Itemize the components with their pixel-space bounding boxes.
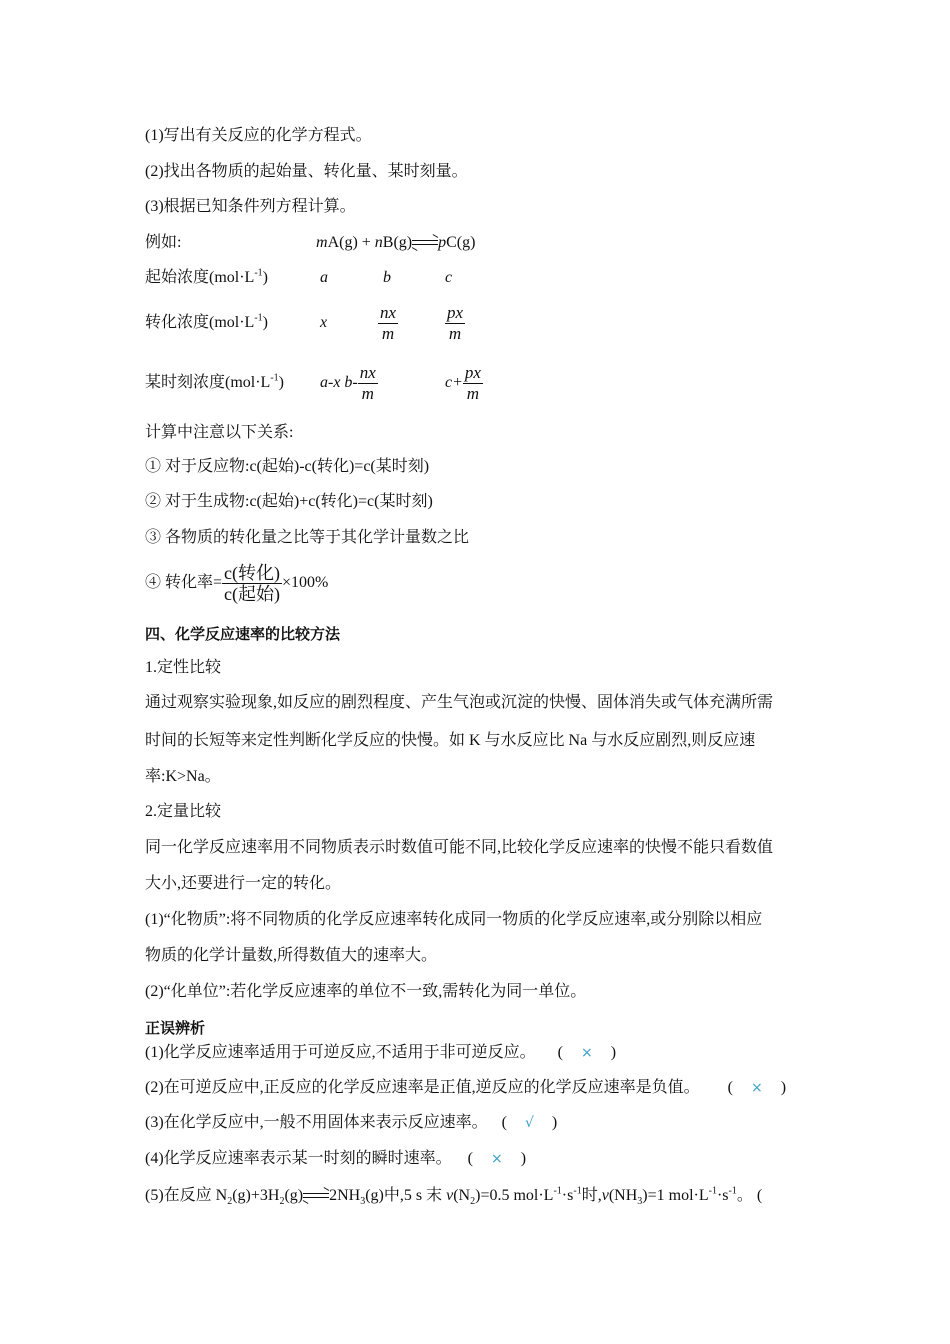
equilibrium-arrow-icon [412,238,438,248]
step-2: (2)找出各物质的起始量、转化量、某时刻量。 [145,163,468,180]
example-label: 例如: [145,234,182,251]
paragraph-unit: (2)“化单位”:若化学反应速率的单位不一致,需转化为同一单位。 [145,983,587,1000]
converted-x: x [320,314,328,331]
subheading-qualitative: 1.定性比较 [145,659,222,676]
converted-c-fraction: $\frac{px}{m}$ [447,303,464,343]
step-3: (3)根据已知条件列方程计算。 [145,198,356,215]
equilibrium-arrow-icon [303,1191,329,1201]
paragraph-substance-2: 物质的化学计量数,所得数值大的速率大。 [145,947,438,964]
cross-mark-icon: × [581,1045,593,1061]
coef-n: n [374,234,383,251]
paragraph-substance-1: (1)“化物质”:将不同物质的化学反应速率转化成同一物质的化学反应速率,或分别除以相应 [145,911,763,928]
subheading-quantitative: 2.定量比较 [145,803,222,820]
step-1: (1)写出有关反应的化学方程式。 [145,127,372,144]
row-moment-label: 某时刻浓度$(mol\cdot L^{-1})$ [145,372,284,391]
relation-4: ④ 转化率= $\frac{\text{c(转化)}}{\text{c(起始)}}$ ×100% [145,563,329,604]
example-reaction [316,233,475,253]
check-mark-icon: √ [525,1115,534,1131]
initial-c: c [445,269,453,286]
reactant-b: B(g) [382,234,413,251]
notes-title: 计算中注意以下关系: [145,424,294,441]
paragraph-quantitative-2: 大小,还要进行一定的转化。 [145,875,342,892]
judge-item-3: (3)在化学反应中,一般不用固体来表示反应速率。 ( √ ) [145,1114,558,1131]
judge-item-1: (1)化学反应速率适用于可逆反应,不适用于非可逆反应。 ( × ) [145,1044,617,1061]
initial-b: b [383,269,391,286]
section-heading: 四、化学反应速率的比较方法 [145,625,341,643]
row-initial-label: 起始浓度$(mol\cdot L^{-1})$ [145,267,268,286]
coef-p: p [438,234,447,251]
judge-item-4: (4)化学反应速率表示某一时刻的瞬时速率。 ( × ) [145,1150,527,1167]
reactant-a: A(g) + [327,234,375,251]
relation-3: ③ 各物质的转化量之比等于其化学计量数之比 [145,529,470,546]
moment-ab: a-x b- $\frac{nx}{m}$ [320,363,376,403]
judge-heading: 正误辨析 [145,1019,206,1037]
relation-1: ① 对于反应物:c(起始)-c(转化)=c(某时刻) [145,458,430,475]
judge-item-2: (2)在可逆反应中,正反应的化学反应速率是正值,逆反应的化学反应速率是负值。 ( × ) [145,1079,787,1096]
moment-c: c+ $\frac{px}{m}$ [445,363,481,403]
cross-mark-icon: × [491,1151,503,1167]
paragraph-qualitative-2: 时间的长短等来定性判断化学反应的快慢。如 K 与水反应比 Na 与水反应剧烈,则反应速 [145,732,756,749]
cross-mark-icon: × [751,1080,763,1096]
paragraph-quantitative-1: 同一化学反应速率用不同物质表示时数值可能不同,比较化学反应速率的快慢不能只看数值 [145,839,774,856]
coef-m: m [316,234,328,251]
judge-item-5: (5)在反应 $N_2(g)+3H_2(g)$ $2NH_3(g)$中,5 s 末 $v(N_2)=0.5$ $mol\cdot L^{-1}\cdot s^{-1}$时$,v(NH_3)=1$ $mol\cdot L^{-1}\cdot s^{-1}$。 ( [145,1185,763,1208]
converted-b-fraction: $\frac{nx}{m}$ [380,303,397,343]
paragraph-qualitative-3: 率:K>Na。 [145,768,221,785]
paragraph-qualitative-1: 通过观察实验现象,如反应的剧烈程度、产生气泡或沉淀的快慢、固体消失或气体充满所需 [145,694,774,711]
row-converted-label: 转化浓度$(mol\cdot L^{-1})$ [145,312,268,331]
product-c: C(g) [446,234,476,251]
initial-a: a [320,269,328,286]
relation-2: ② 对于生成物:c(起始)+c(转化)=c(某时刻) [145,493,433,510]
